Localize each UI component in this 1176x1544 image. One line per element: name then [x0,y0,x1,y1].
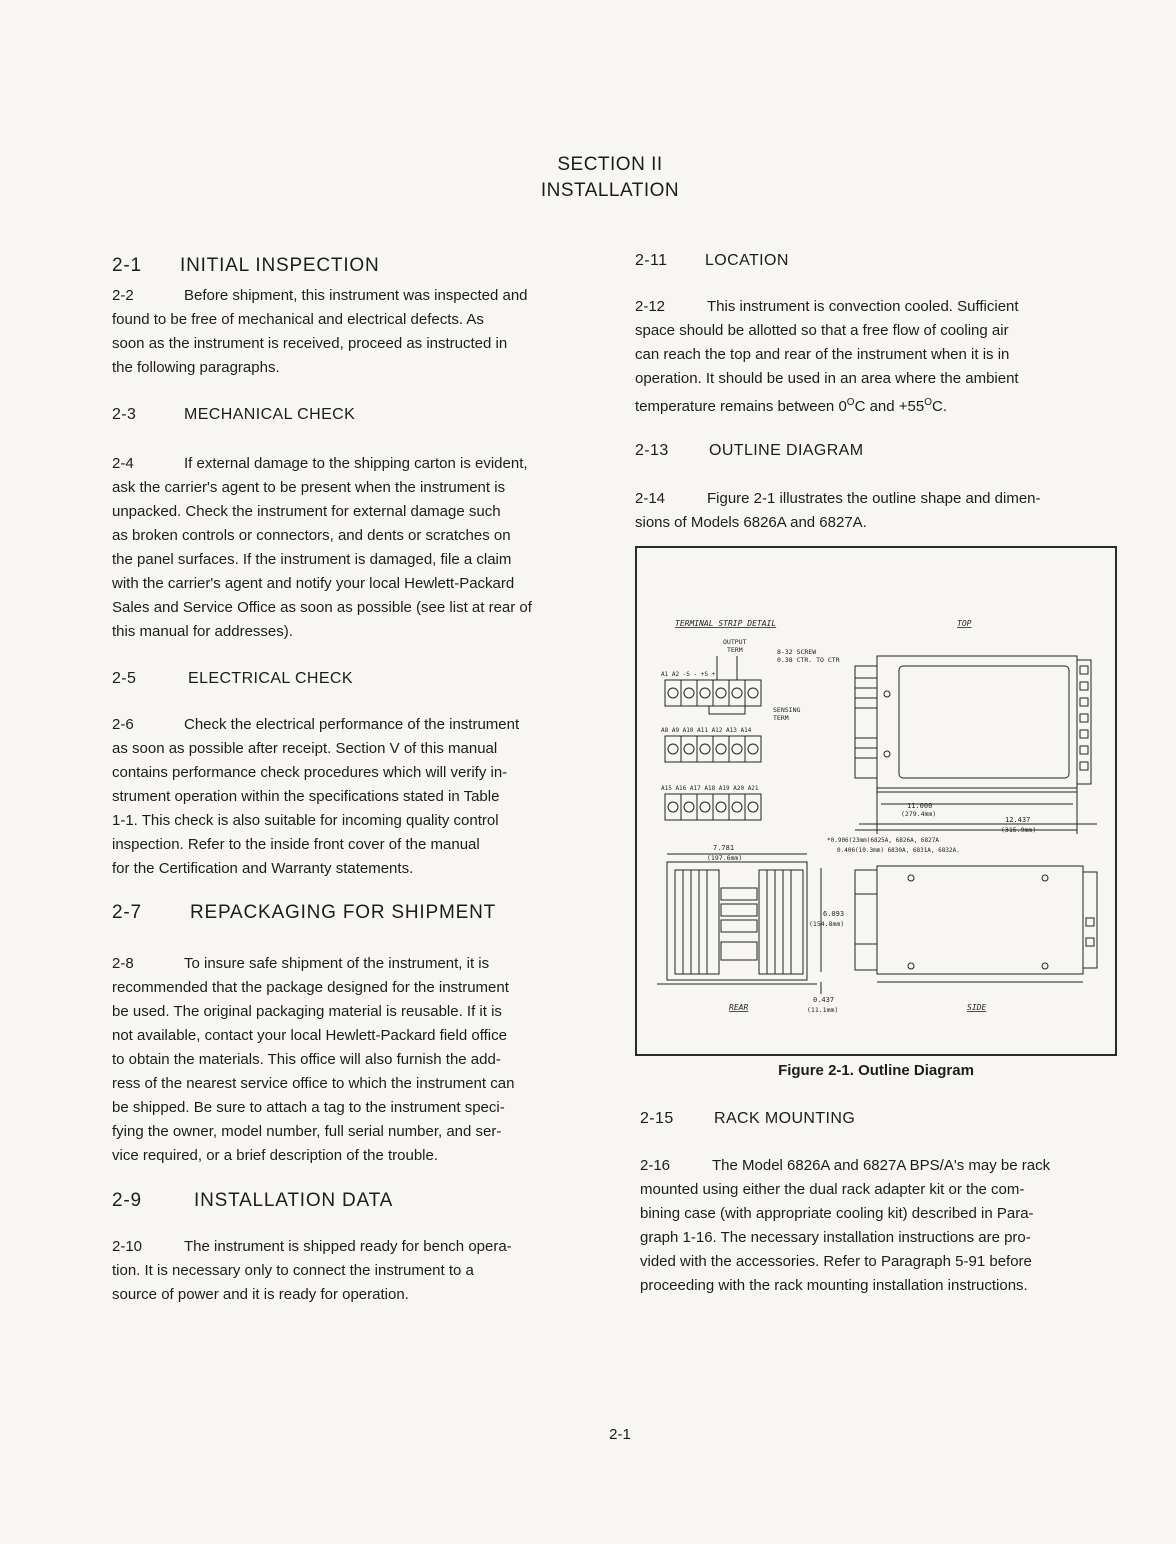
paragraph-2-12: 2-12 This instrument is convection cooled. Sufficient space should be allotted so that a free flow of cooling air can reach the top and rear of the instrument when it is in operation. It should be used in an area where the ambient temperature remains between $0^OC$ and $+55^OC$. [635,295,1125,419]
rear-view [657,862,817,984]
paragraph-2-14: 2-14 Figure 2-1 illustrates the outline shape and dimen- sions of Models 6826A and 6827A. [635,490,1041,531]
label-output-2: TERM [727,646,743,654]
label-sensing-1: SENSING [773,706,801,714]
temperature-line: temperature remains between $0^OC$ and $+55^OC$. [635,397,947,415]
label-strip2: A8 A9 A10 A11 A12 A13 A14 [661,727,752,734]
dim-6093: 6.093 [823,910,845,918]
dim-6093-mm: (154.8mm) [809,920,845,928]
heading-2-11: 2-11 LOCATION [635,252,789,269]
paragraph-2-2: 2-2 Before shipment, this instrument was inspected and found to be free of mechanical and electrical defects. As soon as the instrument is received, proceed as instructed in the following paragraphs. [112,287,528,376]
label-output-1: OUTPUT [723,638,747,646]
dim-12437-mm: (315.9mm) [1001,826,1037,834]
outline-diagram-figure [635,546,1117,1056]
note-1: *0.906(23mm)6825A, 6826A, 6827A [827,837,939,844]
note-2: 0.406(10.3mm) 6830A, 6831A, 6832A. [837,847,960,854]
figure-caption: Figure 2-1. Outline Diagram [778,1062,974,1079]
dim-11000: 11.000 [907,802,933,810]
dim-7781: 7.781 [713,844,735,852]
label-sensing-2: TERM [773,714,789,722]
heading-2-7: 2-7 REPACKAGING FOR SHIPMENT [112,902,496,923]
terminal-strip-2 [665,736,761,762]
dim-12437: 12.437 [1005,816,1031,824]
terminal-strip-1 [665,656,761,714]
label-screw-2: 0.38 CTR. TO CTR [777,656,840,664]
heading-text: INITIAL INSPECTION [180,255,380,276]
heading-2-15: 2-15 RACK MOUNTING [640,1110,856,1127]
terminal-strip-3 [665,794,761,820]
section-number: SECTION II [557,154,663,175]
heading-number: 2-1 [112,255,142,276]
paragraph-2-8: 2-8 To insure safe shipment of the instrument, it is recommended that the package designed for the instrument be used. The original packaging material is reusable. If it is not available, contact your local Hewlett-Packard field office to obtain the materials. This office will also furnish the add- ress of the nearest service office to which the instrument can be shipped. Be sure to attach a tag to the instrument speci- fying the owner, model number, full serial number, and ser- vice required, or a brief description of the trouble. [112,955,515,1164]
paragraph-2-16: 2-16 The Model 6826A and 6827A BPS/A's may be rack mounted using either the dual rack adapter kit or the com- bining case (with appropriate cooling kit) described in Para- graph 1-16. The necessary installation instructions are pro- vided with the accessories. Refer to Paragraph 5-91 before proceeding with the rack mounting installation instructions. [640,1157,1051,1294]
paragraph-2-10: 2-10 The instrument is shipped ready for bench opera- tion. It is necessary only to connect the instrument to a source of power and it is ready for operation. [112,1238,512,1303]
paragraph-2-6: 2-6 Check the electrical performance of the instrument as soon as possible after receipt. Section V of this manual contains performance check procedures which will verify in- strument operation within the specifications stated in Table 1-1. This check is also suitable for incoming quality control inspection. Refer to the inside front cover of the manual for the Certification and Warranty statements. [112,716,520,877]
heading-2-13: 2-13 OUTLINE DIAGRAM [635,442,864,459]
label-strip1: A1 A2 -S - +S + [661,671,716,678]
heading-2-1 [112,255,380,277]
dim-0437: 0.437 [813,996,835,1004]
label-screw-1: 8-32 SCREW [777,648,817,656]
label-terminal-strip-detail: TERMINAL STRIP DETAIL [675,619,777,628]
label-rear: REAR [729,1003,749,1012]
dim-0437-mm: (11.1mm) [807,1006,839,1014]
dim-7781-mm: (197.6mm) [707,854,743,862]
label-side: SIDE [967,1003,987,1012]
outline-diagram [637,548,1115,1054]
dimension-lines [667,788,1097,994]
heading-2-9: 2-9 INSTALLATION DATA [112,1190,394,1211]
label-top: TOP [957,619,972,628]
label-strip3: A15 A16 A17 A18 A19 A20 A21 [661,785,759,792]
heading-2-3: 2-3 MECHANICAL CHECK [112,406,356,423]
page-number: 2-1 [609,1426,631,1443]
dim-11000-mm: (279.4mm) [901,810,937,818]
paragraph-2-4: 2-4 If external damage to the shipping carton is evident, ask the carrier's agent to be present when the instrument is unpacked. Check the instrument for external damage such as broken controls or connectors, and dents or scratches on the panel surfaces. If the instrument is damaged, file a claim with the carrier's agent and notify your local Hewlett-Packard Sales and Service Office as soon as possible (see list at rear of this manual for addresses). [112,455,532,640]
heading-2-5: 2-5 ELECTRICAL CHECK [112,670,353,687]
side-view [855,866,1097,982]
section-title: INSTALLATION [540,180,680,201]
